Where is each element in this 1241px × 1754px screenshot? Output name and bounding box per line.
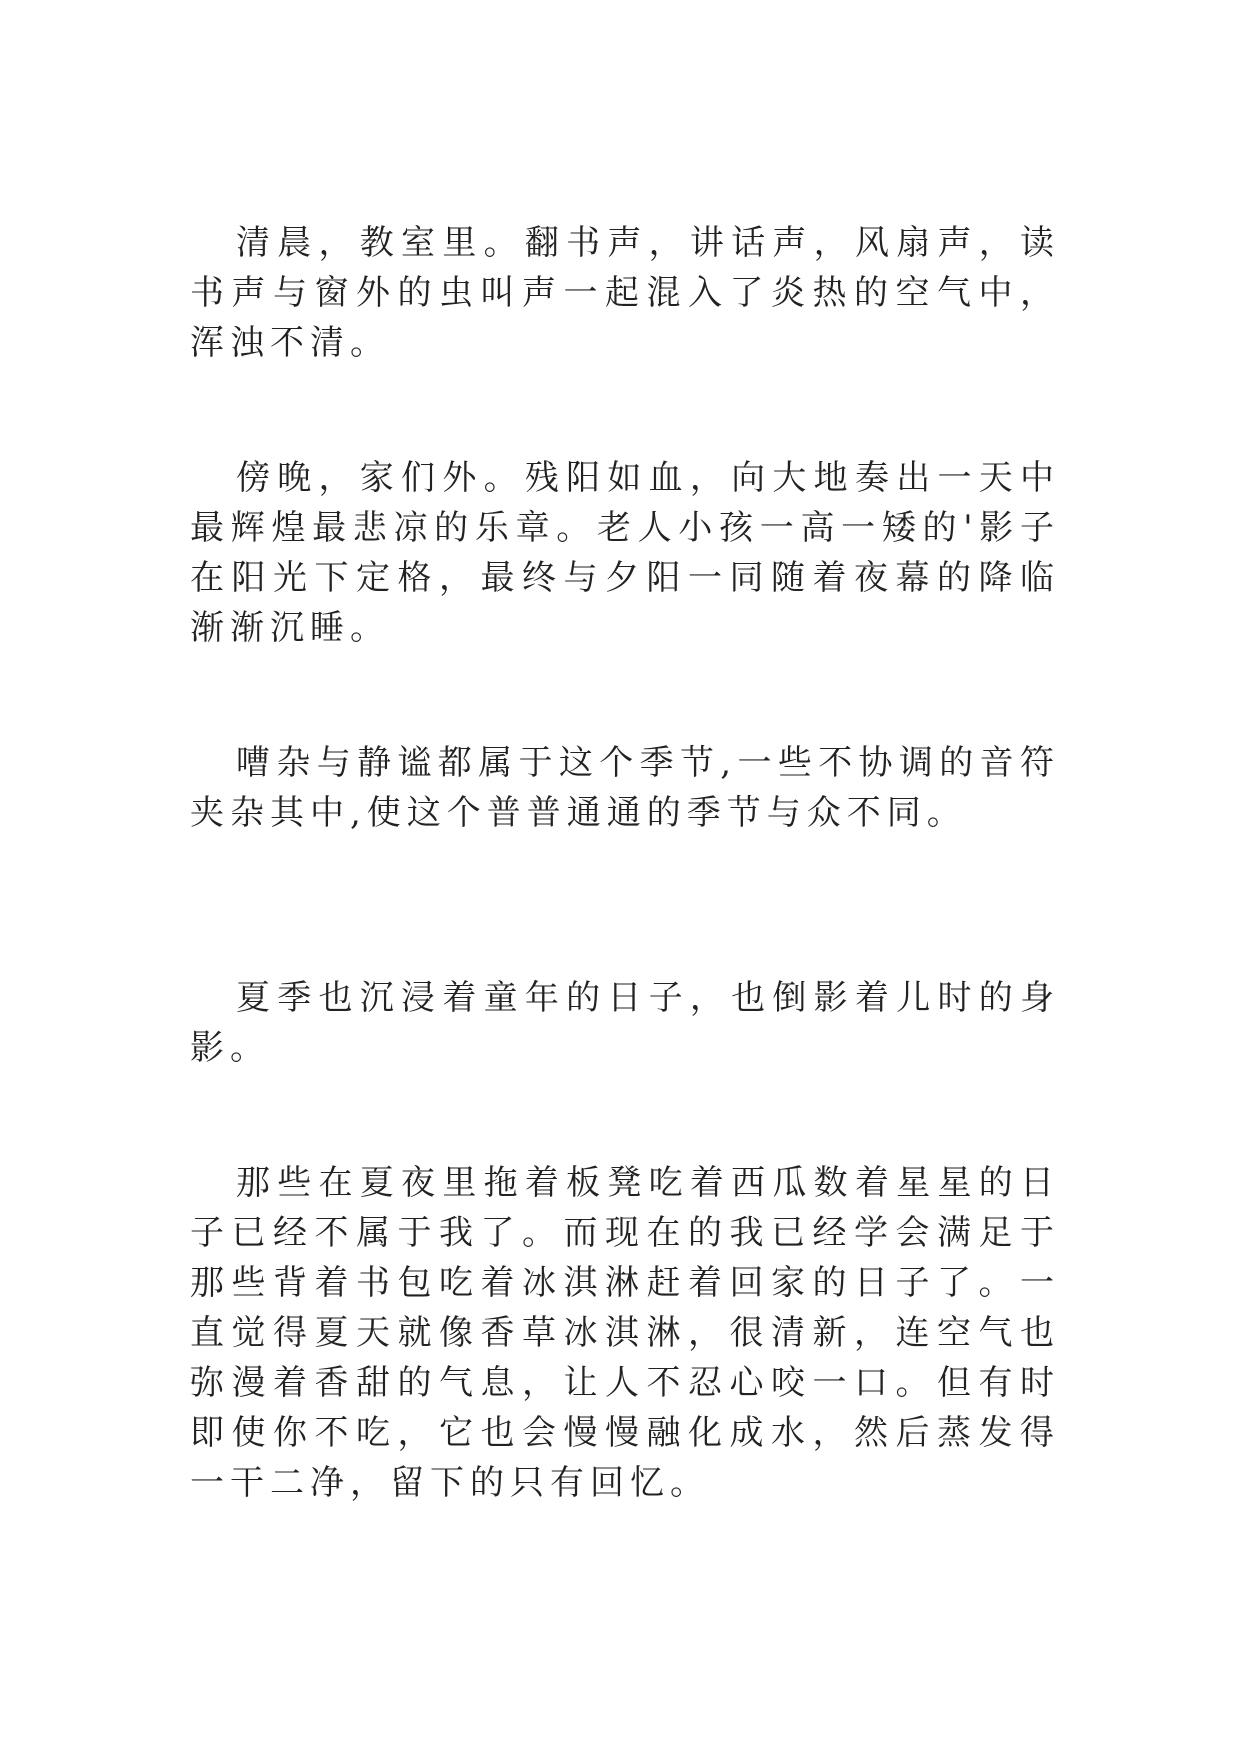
paragraph-summer-memories: 那些在夏夜里拖着板凳吃着西瓜数着星星的日子已经不属于我了。而现在的我已经学会满足于那些背着书包吃着冰淇淋赶着回家的日子了。一直觉得夏天就像香草冰淇淋，很清新，连空气也弥漫着香甜的气息，让人不忍心咬一口。但有时即使你不吃，它也会慢慢融化成水，然后蒸发得一干二净，留下的只有回忆。	[190, 1163, 1060, 1503]
paragraph-season-contrast: 嘈杂与静谧都属于这个季节,一些不协调的音符夹杂其中,使这个普普通通的季节与众不同。	[190, 743, 1060, 833]
paragraph-evening-outside: 傍晚，家们外。残阳如血，向大地奏出一天中最辉煌最悲凉的乐章。老人小孩一高一矮的'影子在阳光下定格，最终与夕阳一同随着夜幕的降临渐渐沉睡。	[190, 458, 1060, 648]
paragraph-childhood: 夏季也沉浸着童年的日子，也倒影着儿时的身影。	[190, 978, 1060, 1068]
paragraph-morning-classroom: 清晨，教室里。翻书声，讲话声，风扇声，读书声与窗外的虫叫声一起混入了炎热的空气中，浑浊不清。	[190, 223, 1060, 363]
